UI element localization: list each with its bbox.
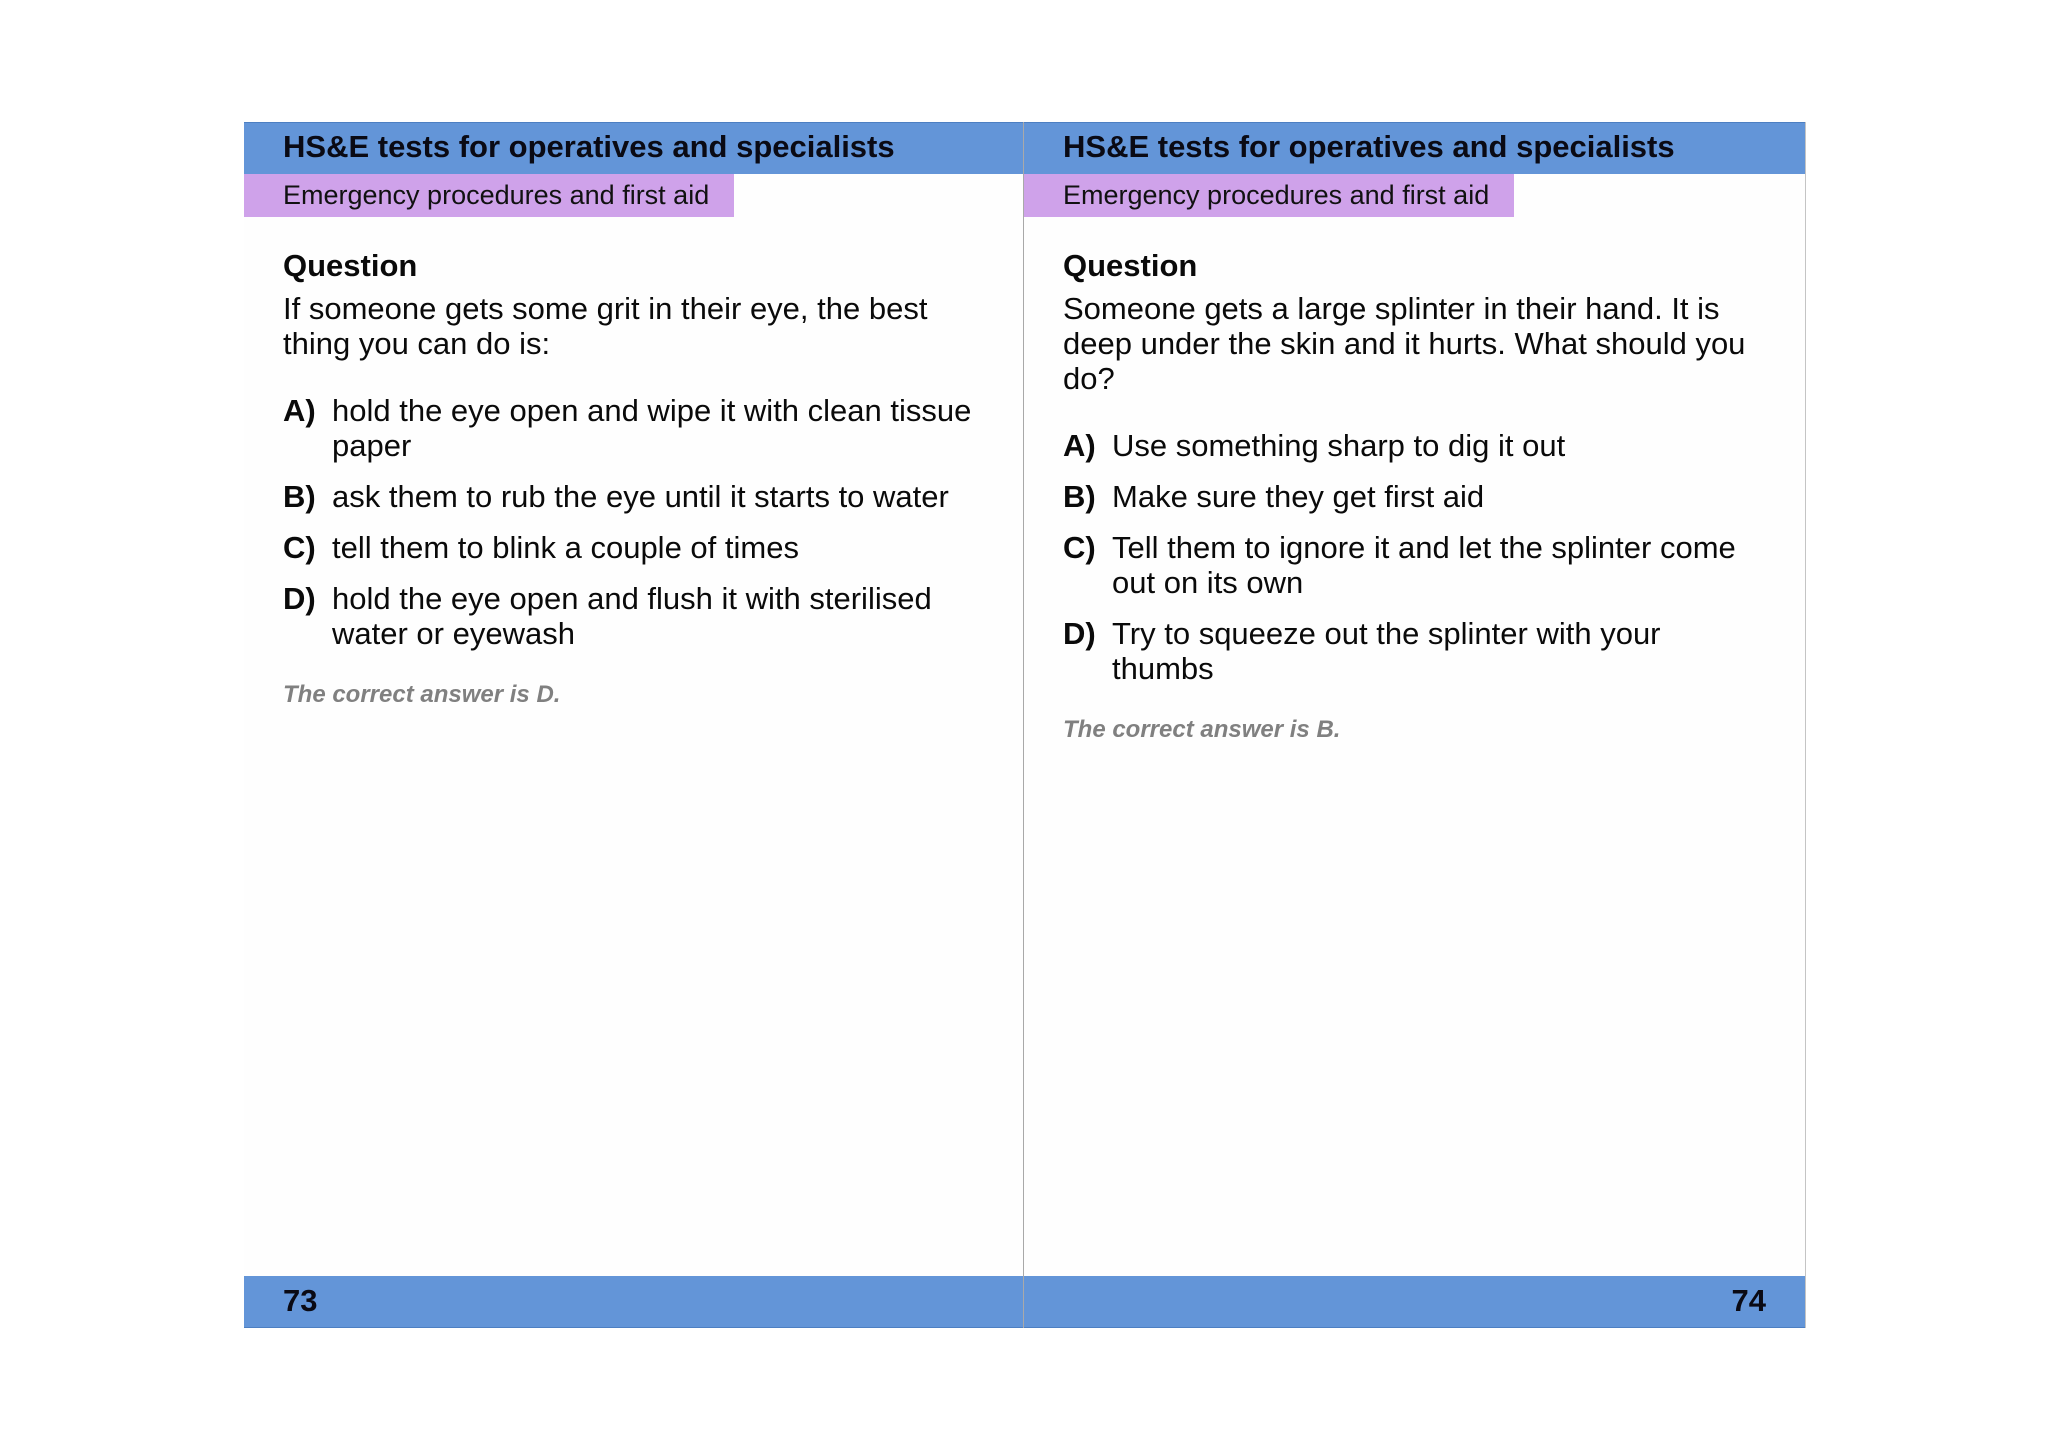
option-text: Use something sharp to dig it out [1112, 428, 1566, 463]
header-title: HS&E tests for operatives and specialists [1063, 129, 1675, 164]
option-c [283, 530, 988, 565]
option-text: tell them to blink a couple of times [332, 530, 799, 565]
option-text: Make sure they get first aid [1112, 479, 1485, 514]
option-text: Tell them to ignore it and let the splinter come out on its own [1112, 530, 1736, 600]
page-left [244, 122, 1024, 1328]
header-title: HS&E tests for operatives and specialists [283, 129, 895, 164]
option-text: hold the eye open and flush it with sterilised water or eyewash [332, 581, 932, 651]
option-b [1063, 479, 1768, 514]
section-tab [1024, 174, 1514, 217]
option-c [1063, 530, 1768, 600]
option-letter: D) [1063, 616, 1096, 651]
option-b [283, 479, 988, 514]
option-letter: D) [283, 581, 316, 616]
question-text: Someone gets a large splinter in their hand. It is deep under the skin and it hurts. What should you do? [1063, 291, 1746, 396]
option-a [283, 393, 988, 463]
option-letter: A) [283, 393, 316, 428]
book-spread [244, 122, 1806, 1328]
option-text: hold the eye open and wipe it with clean tissue paper [332, 393, 972, 463]
answer-options [283, 393, 988, 651]
option-letter: C) [283, 530, 316, 565]
section-label: Emergency procedures and first aid [1063, 180, 1490, 210]
footer-bar [244, 1276, 1023, 1328]
option-letter: B) [283, 479, 316, 514]
option-text: Try to squeeze out the splinter with your thumbs [1112, 616, 1661, 686]
question-heading: Question [1063, 248, 1198, 283]
question-block [1063, 248, 1768, 744]
page-number: 73 [283, 1283, 318, 1318]
question-text: If someone gets some grit in their eye, the best thing you can do is: [283, 291, 928, 361]
header-bar [244, 122, 1023, 174]
section-label: Emergency procedures and first aid [283, 180, 710, 210]
question-heading: Question [283, 248, 418, 283]
option-d [1063, 616, 1768, 686]
option-letter: B) [1063, 479, 1096, 514]
option-letter: C) [1063, 530, 1096, 565]
question-block [283, 248, 988, 709]
footer-bar [1024, 1276, 1805, 1328]
correct-answer: The correct answer is D. [283, 681, 561, 708]
answer-options [1063, 428, 1768, 686]
page-number: 74 [1731, 1283, 1766, 1318]
correct-answer: The correct answer is B. [1063, 716, 1341, 743]
option-letter: A) [1063, 428, 1096, 463]
option-d [283, 581, 988, 651]
section-tab [244, 174, 734, 217]
page-right [1024, 122, 1806, 1328]
header-bar [1024, 122, 1805, 174]
option-text: ask them to rub the eye until it starts to water [332, 479, 949, 514]
option-a [1063, 428, 1768, 463]
